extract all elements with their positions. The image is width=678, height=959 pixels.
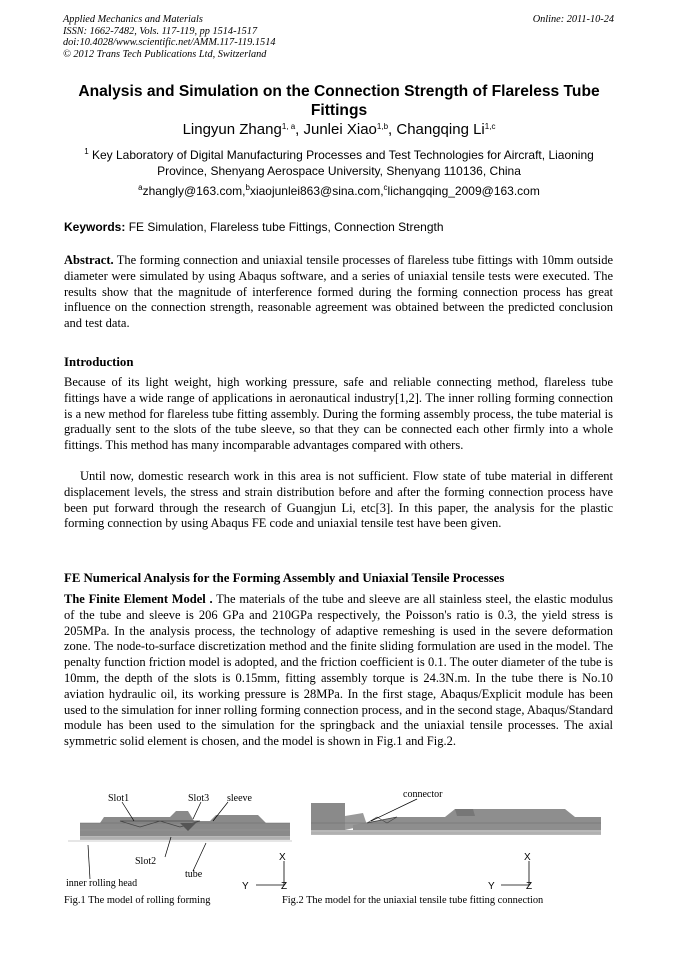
affiliation [60,148,618,179]
fig1-axis-triad [256,861,284,885]
journal-header [63,14,276,60]
fig1-label-slot3: Slot3 [188,793,210,804]
copyright-line: © 2012 Trans Tech Publications Ltd, Switzerland [63,48,267,60]
abstract-text: The forming connection and uniaxial tensile processes of flareless tube fittings with 10mm outside diameter were simulated by using Abaqus software, and a series of uniaxial tensile tests were executed. The results show that the magnitude of interference formed during the forming connection process has great influence on the connection strength, reasonable agreement was obtained between the predicted conclusion and test data. [64,253,613,331]
fig2-axis-x: X [524,852,531,863]
figure-1 [60,783,300,893]
author-line: Lingyun Zhang$^{1, a}$, Junlei Xiao$^{1,b}$, Changqing Li$^{1,c}$ [182,121,496,138]
keywords-text: FE Simulation, Flareless tube Fittings, Connection Strength [125,220,444,234]
email-c: lichangqing_2009@163.com [387,184,540,198]
fig1-axis-x: X [279,852,286,863]
author-3: Changqing Li [396,121,485,138]
fig1-caption: Fig.1 The model of rolling forming [64,895,211,906]
author-3-sup: 1,c [484,122,496,131]
email-b: xiaojunlei863@sina.com, [249,184,384,198]
intro-paragraph-2: Until now, domestic research work in this area is not sufficient. Flow state of tube material in different displacement levels, the stress and strain distribution before and after the forming connection process have been put forward through the research of Guangjun Li, etc[3]. In this paper, the analysis for the plastic forming connection by using Abaqus FE code and uniaxial tensile test have been given. [64,469,613,531]
intro-paragraph-1: Because of its light weight, high working pressure, safe and reliable connecting method, flareless tube fittings have a wide range of applications in aeronautical industry[1,2]. The inner rolling forming connection is a new method for flareless tube fitting assembly. During the forming assembly process, the tube material is gradually sent to the slots of the tube sleeve, so that they can be connected each other firmly into a whole fittings. This method has many incomparable advantages compared with others. [64,375,613,453]
fig1-label-roll: inner rolling head [66,878,138,889]
fig1-label-tube: tube [185,869,203,880]
fig1-axis-y: Y [242,881,249,892]
email-a: zhangly@163.com, [142,184,246,198]
author-2-sup: 1,b [376,122,389,131]
fig2-caption: Fig.2 The model for the uniaxial tensile tube fitting connection [282,895,544,906]
author-1: Lingyun Zhang [182,121,282,138]
fig1-label-slot1: Slot1 [108,793,130,804]
keywords [64,220,444,234]
fig1-mesh [68,811,292,841]
doi-line: doi:10.4028/www.scientific.net/AMM.117-119.1514 [63,37,276,49]
keywords-label: Keywords: [64,220,126,234]
fe-heading: FE Numerical Analysis for the Forming Assembly and Uniaxial Tensile Processes [64,571,505,585]
abstract-label: Abstract. [64,253,114,267]
fe-model-label: The Finite Element Model . [64,592,213,606]
abstract [64,253,613,332]
affiliation-sup: 1 [84,147,89,156]
fig2-mesh [311,803,601,835]
fig2-axis-triad [501,861,529,885]
fig1-axis-z: Z [281,881,288,892]
fig1-label-sleeve: sleeve [227,793,252,804]
intro-heading: Introduction [64,355,134,369]
fe-paragraph [64,592,613,750]
fig2-axis-y: Y [488,881,495,892]
fe-model-text: The materials of the tube and sleeve are all stainless steel, the elastic modulus of the tube and sleeve is 206 GPa and 210GPa respectively, the Poisson's ratio is 0.3, the yield stress is 205MPa. In the analysis process, the technology of adaptive remeshing is used in the severe deformation zone. The node-to-surface discretization method and the finite sliding formulation are used in the model. The penalty function friction model is adopted, and the friction coefficient is 0.1. The outer diameter of the tube is 10mm, the depth of the slots is 0.15mm, fitting assembly torque is 24.3N.m. In the tube there is No.10 aviation hydraulic oil, its working pressure is 28MPa. In the first stage, Abaqus/Explicit module has been used to the simulation for inner rolling forming connection process, and in the second stage, Abaqus/Standard module has been used to the simulation for the springback and the uniaxial tensile processes. The axial symmetric solid element is chosen, and the model is shown in Fig.1 and Fig.2. [64,592,613,749]
author-2: Junlei Xiao [303,121,377,138]
paper-title: Analysis and Simulation on the Connection Strength of Flareless Tube Fittings [78,83,600,119]
journal-name: Applied Mechanics and Materials [63,14,203,25]
issn-line: ISSN: 1662-7482, Vols. 117-119, pp 1514-1517 [63,25,258,37]
fig2-label-connector: connector [403,789,443,800]
fig1-leaders [88,802,228,879]
figure-2 [305,783,605,893]
email-line: $^a$zhangly@163.com,$^b$xiaojunlei863@sina.com,$^c$lichangqing_2009@163.com [138,183,540,198]
fig1-label-slot2: Slot2 [135,856,157,867]
online-date: Online: 2011-10-24 [532,14,614,25]
author-1-sup: 1, a [281,122,296,131]
fig2-axis-z: Z [526,881,533,892]
affiliation-text: Key Laboratory of Digital Manufacturing Processes and Test Technologies for Aircraft, Liaoning Province, Shenyang Aerospace University, Shenyang 110136, China [88,148,594,178]
